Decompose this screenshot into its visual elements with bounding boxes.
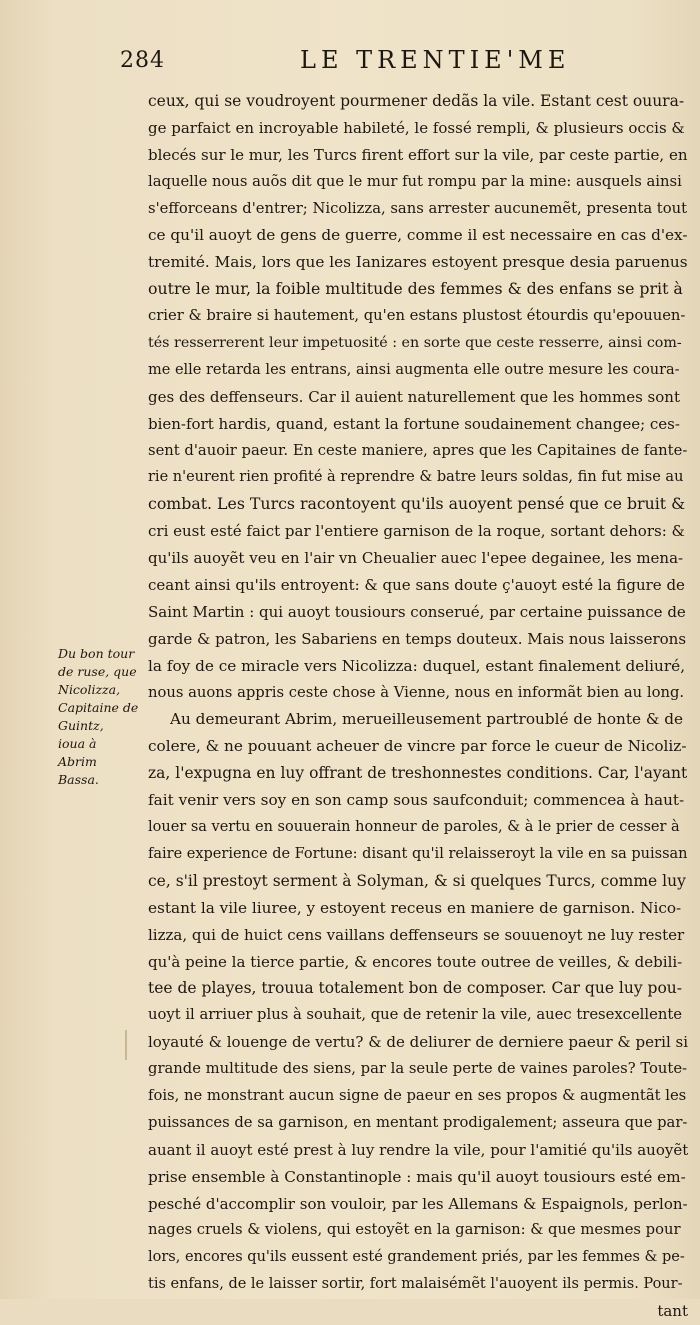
margin-note-line: Du bon tour (58, 646, 135, 661)
body-line: ce, s'il prestoyt serment à Solyman, & si quelques Turcs, comme luy (148, 871, 686, 890)
body-line: fois, ne monstrant aucun signe de paeur en ses propos & augmentãt les (148, 1086, 687, 1104)
margin-note-line: Guintz, (58, 718, 104, 733)
body-line: qu'à peine la tierce partie, & encores toute outree de veilles, & debili- (148, 952, 683, 971)
body-line: tremité. Mais, lors que les Ianizares estoyent presque desia paruenus (148, 253, 688, 272)
page-mark (125, 1030, 127, 1060)
margin-note-line: Abrim (58, 754, 97, 769)
body-line: lors, encores qu'ils eussent esté grandement priés, par les femmes & pe- (148, 1249, 685, 1266)
body-line: outre le mur, la foible multitude des femmes & des enfans se prit à (148, 279, 683, 299)
body-line: za, l'expugna en luy offrant de treshonnestes conditions. Car, l'ayant (148, 764, 688, 783)
body-line: ceant ainsi qu'ils entroyent: & que sans doute ç'auoyt esté la figure de (148, 576, 685, 595)
body-line: bien-fort hardis, quand, estant la fortune soudainement changee; ces- (148, 414, 680, 433)
margin-note (58, 645, 144, 789)
body-line: tis enfans, de le laisser sortir, fort malaisémẽt l'auoyent ils permis. Pour- (148, 1276, 683, 1293)
margin-note-line: Bassa. (58, 772, 99, 787)
body-line: louer sa vertu en souuerain honneur de paroles, & à le prier de cesser à (148, 819, 680, 836)
body-line: la foy de ce miracle vers Nicolizza: duquel, estant finalement deliuré, (148, 656, 686, 675)
body-line: estant la vile liuree, y estoyent receus en maniere de garnison. Nico- (148, 898, 682, 917)
margin-note-line: Nicolizza, (58, 682, 121, 697)
body-line: loyauté & louenge de vertu? & de deliurer de derniere paeur & peril si (148, 1033, 688, 1052)
margin-note-line: ioua à (58, 736, 97, 751)
body-line: prise ensemble à Constantinople : mais qu'il auoyt tousiours esté em- (148, 1167, 686, 1186)
body-line: ce qu'il auoyt de gens de guerre, comme il est necessaire en cas d'ex- (148, 226, 688, 245)
body-line: Saint Martin : qui auoyt tousiours conserué, par certaine puissance de (148, 602, 686, 621)
body-line: me elle retarda les entrans, ainsi augmenta elle outre mesure les coura- (148, 361, 680, 378)
body-text (148, 88, 688, 1325)
body-line: Au demeurant Abrim, merueilleusement partroublé de honte & de (170, 710, 684, 729)
body-line: fait venir vers soy en son camp sous saufconduit; commencea à haut- (148, 791, 685, 810)
margin-note-line: de ruse, que (58, 664, 137, 679)
body-line: tés resserrerent leur impetuosité : en sorte que ceste resserre, ainsi com- (148, 335, 682, 352)
body-line: nages cruels & violens, qui estoyẽt en la garnison: & que mesmes pour (148, 1221, 681, 1239)
body-line: sent d'auoir paeur. En ceste maniere, apres que les Capitaines de fante- (148, 441, 688, 459)
body-line: cri eust esté faict par l'entiere garnison de la roque, sortant dehors: & (148, 522, 685, 541)
body-line: colere, & ne pouuant acheuer de vincre par force le cueur de Nicoliz- (148, 737, 687, 756)
running-title: LE TRENTIE'ME (300, 46, 571, 74)
body-line: qu'ils auoyẽt veu en l'air vn Cheualier auec l'epee degainee, les mena- (148, 549, 684, 568)
body-line: grande multitude des siens, par la seule perte de vaines paroles? Toute- (148, 1060, 688, 1078)
body-line: faire experience de Fortune: disant qu'il relaisseroyt la vile en sa puissan (148, 845, 688, 862)
body-line: lizza, qui de huict cens vaillans deffenseurs se souuenoyt ne luy rester (148, 925, 685, 944)
body-line: uoyt il arriuer plus à souhait, que de retenir la vile, auec tresexcellente (148, 1006, 682, 1024)
body-line: ge parfaict en incroyable habileté, le fossé rempli, & plusieurs occis & (148, 118, 685, 137)
body-line: ceux, qui se voudroyent pourmener dedãs la vile. Estant cest ouura- (148, 92, 685, 110)
body-line: s'efforceans d'entrer; Nicolizza, sans arrester aucunemẽt, presenta tout (148, 199, 688, 217)
body-line: pesché d'accomplir son vouloir, par les Allemans & Espaignols, perlon- (148, 1194, 688, 1213)
body-line: tant (657, 1302, 688, 1321)
margin-note-line: Capitaine de (58, 700, 139, 715)
body-line: auant il auoyt esté prest à luy rendre la vile, pour l'amitié qu'ils auoyẽt (148, 1140, 688, 1159)
body-line: laquelle nous auõs dit que le mur fut rompu par la mine: ausquels ainsi (148, 172, 682, 190)
body-line: garde & patron, les Sabariens en temps douteux. Mais nous laisserons (148, 629, 687, 648)
body-line: rie n'eurent rien profité à reprendre & batre leurs soldas, fin fut mise au (148, 469, 684, 486)
page-number: 284 (120, 48, 165, 73)
body-line: crier & braire si hautement, qu'en estans plustost étourdis qu'epouuen- (148, 307, 686, 325)
body-line: puissances de sa garnison, en mentant prodigalement; asseura que par- (148, 1113, 688, 1131)
body-line: combat. Les Turcs racontoyent qu'ils auoyent pensé que ce bruit & (148, 494, 686, 514)
body-line: tee de playes, trouua totalement bon de composer. Car que luy pou- (148, 979, 683, 998)
body-line: blecés sur le mur, les Turcs firent effort sur la vile, par ceste partie, en (148, 145, 688, 164)
body-line: ges des deffenseurs. Car il auient naturellement que les hommes sont (148, 387, 680, 406)
body-line: nous auons appris ceste chose à Vienne, nous en informãt bien au long. (148, 683, 685, 701)
